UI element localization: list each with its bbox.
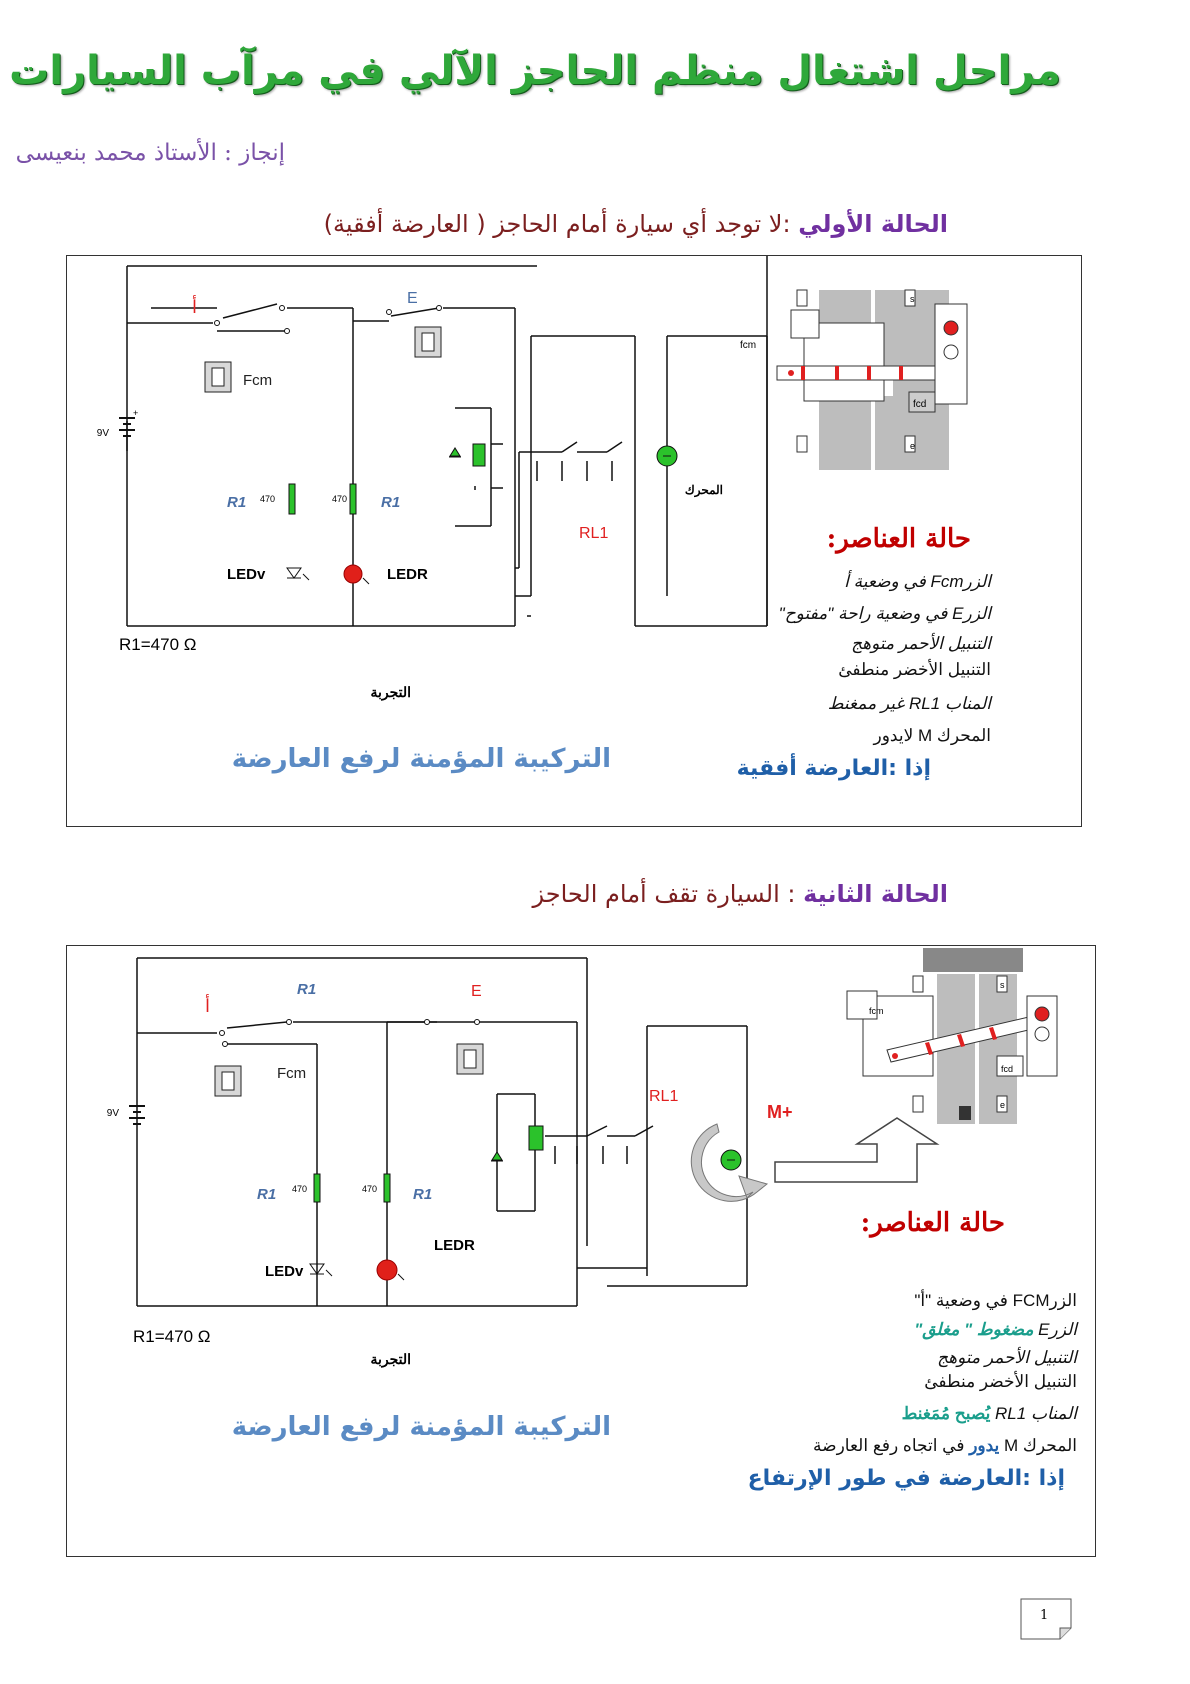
relay-label-2: RL1 [649, 1088, 679, 1105]
led-green-label-2: LEDv [265, 1263, 304, 1280]
resistor-left-value: 470 [259, 494, 275, 504]
diode-icon [450, 448, 460, 456]
battery-label: 9V [96, 428, 109, 439]
page-number-box [1020, 1598, 1072, 1640]
case1-status-4: التنبيل الأخضر منطفئ [838, 660, 991, 679]
rotating-motor-icon [691, 1124, 767, 1201]
case1-status-5: المناب RL1 غير ممغنط [827, 694, 991, 713]
resistor-right-2 [384, 1174, 390, 1202]
r1-right-label-2: R1 [413, 1186, 433, 1203]
case2-circuit-diagram [67, 946, 1095, 1556]
page-title: مراحل اشتغال منظم الحاجز الآلي في مرآب السيارات [9, 48, 1061, 94]
case2-status-title: حالة العناصر: [860, 1208, 1005, 1238]
case1-status-2: الزرE في وضعية راحة "مفتوح" [778, 604, 991, 623]
red-led-icon [344, 565, 369, 584]
led-red-label: LEDR [387, 566, 428, 583]
case2-description: : السيارة تقف أمام الحاجز [532, 880, 796, 908]
case2-status-6-b: يدور [969, 1436, 1000, 1455]
switch-e-label: E [407, 290, 418, 307]
diode-icon-2 [492, 1152, 502, 1160]
scene-s-label-2: s [1000, 980, 1005, 990]
relay-label: RL1 [579, 525, 609, 542]
arrow-to-scene-icon [775, 1118, 937, 1182]
case1-status-1: الزرFcm في وضعية أ [844, 572, 991, 591]
case2-status-6 [813, 1436, 1077, 1456]
case1-conclusion: إذا :العارضة أفقية [736, 756, 931, 781]
case2-status-2 [914, 1320, 1077, 1340]
r1-value-note: R1=470 Ω [119, 635, 197, 654]
case2-barrier-scene [847, 948, 1091, 1124]
case2-status-3: التنبيل الأحمر متوهج [937, 1348, 1077, 1367]
scene-e-label: e [910, 441, 916, 451]
scene-s-label: s [910, 294, 915, 304]
case2-label: الحالة الثانية [803, 880, 948, 908]
case2-status-2-a: الزرE [1033, 1320, 1077, 1339]
case2-status-1: الزرFCM في وضعية "أ" [914, 1291, 1077, 1310]
case1-description: :لا توجد أي سيارة أمام الحاجز ( العارضة أفقية) [323, 210, 791, 238]
switch-e-label-2: E [471, 983, 482, 1000]
test-label-2: التجربة [370, 1351, 411, 1367]
case2-status-5-b: يُصبح مُمَغنط [901, 1404, 991, 1423]
r1-top-label: R1 [297, 981, 317, 998]
scene-fcd-label-2: fcd [1001, 1064, 1014, 1074]
case1-assembly-caption: التركيبة المؤمنة لرفع العارضة [231, 744, 611, 774]
case2-status-2-b: مضغوط " مغلق" [914, 1320, 1034, 1339]
case2-panel [66, 945, 1096, 1557]
case1-label: الحالة الأولي [798, 210, 948, 238]
fcm-label-2: Fcm [277, 1065, 307, 1082]
case1-barrier-scene [777, 290, 967, 470]
battery-label-2: 9V [106, 1108, 119, 1119]
relay-coil [473, 444, 485, 466]
switch-a-label: أ [192, 297, 198, 317]
led-green-label: LEDv [227, 566, 266, 583]
case1-status-title: حالة العناصر: [826, 524, 971, 554]
motor-label: المحرك [684, 483, 723, 497]
fcm-button-icon [205, 362, 231, 392]
case2-status-5-a: المناب RL1 [990, 1404, 1077, 1423]
case2-status-6-a: المحرك M [999, 1436, 1077, 1455]
case2-status-5 [902, 1404, 1077, 1424]
scene-fcd-label: fcd [913, 399, 927, 410]
author-credit: إنجاز : الأستاذ محمد بنعيسى [15, 140, 285, 166]
e-button-icon [415, 327, 441, 357]
fcm-button-icon-2 [215, 1066, 241, 1096]
r1-left-label-2: R1 [257, 1186, 277, 1203]
r1-value-note-2: R1=470 Ω [133, 1327, 211, 1346]
resistor-left-2 [314, 1174, 320, 1202]
resistor-right-value-2: 470 [361, 1184, 377, 1194]
page-number: 1 [1040, 1608, 1049, 1623]
scene-fcm-label-2: fcm [869, 1006, 884, 1016]
case1-panel [66, 255, 1082, 827]
case2-assembly-caption: التركيبة المؤمنة لرفع العارضة [231, 1412, 611, 1442]
motor-direction-label: M+ [767, 1102, 793, 1122]
svg-text:+: + [133, 408, 139, 418]
r1-right-label: R1 [381, 494, 401, 511]
switch-a-label-2: أ [205, 996, 211, 1016]
case1-heading [324, 210, 948, 238]
case2-conclusion: إذا :العارضة في طور الإرتفاع [747, 1466, 1065, 1491]
fcm-label: Fcm [243, 372, 273, 389]
resistor-right-value: 470 [331, 494, 347, 504]
relay-coil-2 [529, 1126, 543, 1150]
green-led-icon-2 [310, 1264, 332, 1276]
case1-status-3: التنبيل الأحمر متوهج [851, 634, 991, 653]
scene-e-label-2: e [1000, 1100, 1006, 1110]
r1-left-label: R1 [227, 494, 247, 511]
resistor-left [289, 484, 295, 514]
green-led-icon [287, 568, 309, 580]
red-led-icon-2 [377, 1260, 404, 1280]
resistor-right [350, 484, 356, 514]
case2-status-6-c: في اتجاه رفع العارضة [813, 1436, 970, 1455]
case1-status-6: المحرك M لايدور [873, 726, 991, 745]
motor-icon [657, 446, 677, 466]
resistor-left-value-2: 470 [291, 1184, 307, 1194]
test-label: التجربة [370, 684, 411, 700]
led-red-label-2: LEDR [434, 1237, 475, 1254]
e-button-icon-2 [457, 1044, 483, 1074]
scene-fcm-label: fcm [740, 340, 757, 351]
case2-status-4: التنبيل الأخضر منطفئ [924, 1372, 1077, 1391]
case2-heading [533, 880, 948, 908]
